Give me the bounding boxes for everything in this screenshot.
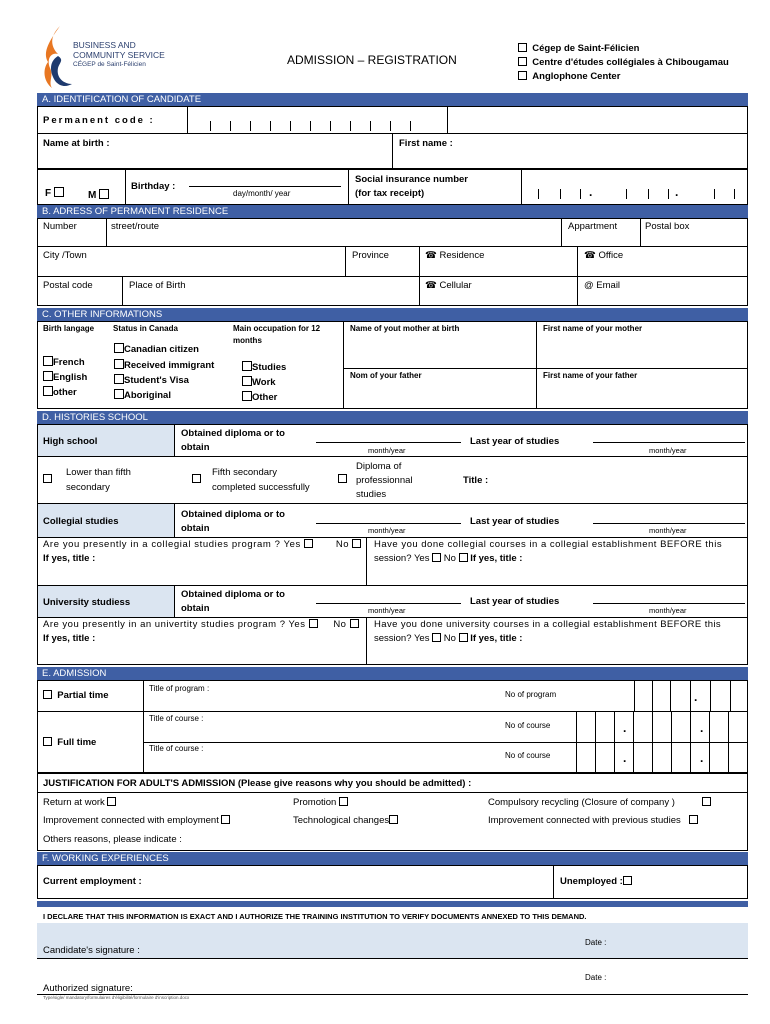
title-course-label-1: Title of course : [149,714,204,723]
partial-time[interactable]: Partial time [43,690,109,701]
uni-last-month-year: month/year [649,606,687,615]
lower-fifth-checkbox[interactable] [43,474,52,485]
diploma-1: Diploma of [356,461,402,472]
checkbox[interactable] [43,386,53,396]
sex-f[interactable]: F [45,187,64,199]
section-d-header: D. HISTORIES SCHOOL [37,411,748,424]
tech-changes[interactable]: Technological changes [293,815,398,826]
appartment-label: Appartment [568,221,618,232]
mother-name-label: Name of yout mother at birth [350,324,460,333]
section-a-header: A. IDENTIFICATION OF CANDIDATE [37,93,748,106]
divider-bar [37,901,748,907]
title-program-label: Title of program : [149,684,210,693]
org-line2: COMMUNITY SERVICE [73,50,165,60]
uni-obtained-1: Obtained diploma or to [181,589,285,600]
return-work[interactable]: Return at work [43,797,116,808]
checkbox[interactable] [242,391,252,401]
checkbox[interactable] [43,356,53,366]
cellular-label: ☎ Cellular [425,280,472,291]
flame-logo-icon [38,22,78,92]
number-label: Number [43,221,77,232]
residence-label: ☎ Residence [425,250,485,261]
birthday-label: Birthday : [131,181,176,192]
postal-code-label: Postal code [43,280,93,291]
phone-icon: ☎ [584,250,596,261]
title-course-label-2: Title of course : [149,744,204,753]
checkbox[interactable] [242,361,252,371]
permanent-code-field[interactable] [190,118,446,132]
birth-language-label: Birth langage [43,324,95,333]
status-citizen[interactable]: Canadian citizen [114,343,199,355]
checkbox[interactable] [114,389,124,399]
current-employment: Current employment : [43,876,142,887]
no-course-label-2: No of course [505,751,551,760]
mother-first-label: First name of your mother [543,324,643,333]
candidate-signature: Candidate's signature : [43,945,140,956]
status-aboriginal[interactable]: Aboriginal [114,389,171,401]
section-e-header: E. ADMISSION [37,667,748,680]
diploma-2: professionnal [356,475,413,486]
name-at-birth-label: Name at birth : [43,138,110,149]
uni-if-yes: If yes, title : [43,633,96,644]
title-label: Title : [463,475,489,486]
authorized-signature: Authorized signature: [43,983,133,994]
no-program-label: No of program [505,690,557,699]
checkbox[interactable] [54,187,64,197]
declaration-text: I DECLARE THAT THIS INFORMATION IS EXACT AND I AUTHORIZE THE TRAINING INSTITUTION TO VERIFY DOCUMENTS ANNEXED TO THIS DEMAND. [43,912,587,921]
no-course-label-1: No of course [505,721,551,730]
collegial-label: Collegial studies [43,516,119,527]
improvement-studies[interactable]: Improvement connected with previous studies [488,815,698,826]
first-name-label: First name : [399,138,453,149]
have-done-university: Have you done university courses in a collegial establishment BEFORE this [374,619,722,630]
authorized-date: Date : [585,973,607,982]
lower-fifth-2: secondary [66,482,110,493]
sin-label-2: (for tax receipt) [355,188,425,199]
place-of-birth-label: Place of Birth [129,280,186,291]
checkbox[interactable] [518,57,527,66]
page-title: ADMISSION – REGISTRATION [287,53,457,67]
hs-last-month-year: month/year [649,446,687,455]
option-chibougamau[interactable]: Centre d'études collégiales à Chibougamau [518,57,729,68]
lower-fifth-1: Lower than fifth [66,467,131,478]
office-label: ☎ Office [584,250,624,261]
status-immigrant[interactable]: Received immigrant [114,359,214,371]
checkbox[interactable] [114,359,124,369]
father-name-label: Nom of your father [350,371,422,380]
col-last-year: Last year of studies [470,516,560,527]
city-label: City /Town [43,250,87,261]
sin-field[interactable]: . . [525,185,745,203]
checkbox[interactable] [242,376,252,386]
full-time[interactable]: Full time [43,737,96,748]
phone-icon: ☎ [425,280,437,291]
high-school-label: High school [43,436,98,447]
lang-french[interactable]: French [43,356,85,368]
birthday-hint: day/month/ year [233,189,291,198]
col-if-yes: If yes, title : [43,553,96,564]
status-label: Status in Canada [113,324,178,333]
phone-icon: ☎ [425,250,437,261]
course-number-field[interactable]: . . . . [576,711,748,773]
col-last-month-year: month/year [649,526,687,535]
logo [38,22,78,92]
occ-work[interactable]: Work [242,376,276,388]
email-label: @ Email [584,280,621,291]
postal-box-label: Postal box [645,221,690,232]
occ-other[interactable]: Other [242,391,277,403]
occ-studies[interactable]: Studies [242,361,286,373]
col-obtained-1: Obtained diploma or to [181,509,285,520]
diploma-3: studies [356,489,387,500]
uni-month-year: month/year [368,606,406,615]
improvement-employment[interactable]: Improvement connected with employment [43,815,230,826]
status-visa[interactable]: Student's Visa [114,374,189,386]
option-cegep[interactable]: Cégep de Saint-Félicien [518,43,639,54]
checkbox[interactable] [43,371,53,381]
checkbox[interactable] [518,71,527,80]
checkbox[interactable] [518,43,527,52]
province-label: Province [352,250,389,261]
father-first-label: First name of your father [543,371,638,380]
occupation-label-2: months [233,336,262,345]
hs-last-year: Last year of studies [470,436,560,447]
lang-english[interactable]: English [43,371,87,383]
col-session[interactable]: session? Yes No If yes, title : [374,553,523,564]
uni-obtained-2: obtain [181,603,210,614]
justification-label: JUSTIFICATION FOR ADULT'S ADMISSION (Please give reasons why you should be admitted) : [43,778,472,789]
hs-month-year: month/year [368,446,406,455]
street-label: street/route [111,221,160,232]
permanent-code-label: Permanent code : [43,115,155,126]
sex-m[interactable]: M [88,189,109,201]
diploma-checkbox[interactable] [338,474,347,485]
compulsory[interactable]: Compulsory recycling (Closure of company ) [488,797,711,808]
fifth-checkbox[interactable] [192,474,201,485]
section-c-header: C. OTHER INFORMATIONS [37,308,748,321]
other-reasons: Others reasons, please indicate : [43,834,182,845]
sin-label-1: Social insurance number [355,174,468,185]
presently-university[interactable]: Are you presently in an univertity studies program ? Yes No [43,619,359,630]
section-b-header: B. ADRESS OF PERMANENT RESIDENCE [37,205,748,218]
checkbox[interactable] [114,343,124,353]
working-box [37,865,748,899]
org-line1: BUSINESS AND [73,40,136,50]
occupation-label-1: Main occupation for 12 [233,324,321,333]
candidate-date: Date : [585,938,607,947]
fifth-1: Fifth secondary [212,467,277,478]
presently-collegial[interactable]: Are you presently in a collegial studies program ? Yes No [43,539,361,550]
promotion[interactable]: Promotion [293,797,348,808]
program-number-field[interactable]: . [634,680,748,711]
have-done-collegial: Have you done collegial courses in a collegial establishment BEFORE this [374,539,723,550]
checkbox[interactable] [114,374,124,384]
col-obtained-2: obtain [181,523,210,534]
university-label: University studiess [43,597,131,608]
col-month-year: month/year [368,526,406,535]
option-anglophone[interactable]: Anglophone Center [518,71,620,82]
unemployed[interactable]: Unemployed : [560,876,632,887]
checkbox[interactable] [99,189,109,199]
hs-obtained-2: obtain [181,442,210,453]
org-line3: CÉGEP de Saint-Félicien [73,61,146,68]
uni-last-year: Last year of studies [470,596,560,607]
hs-obtained-1: Obtained diploma or to [181,428,285,439]
uni-session[interactable]: session? Yes No If yes, title : [374,633,523,644]
section-f-header: F. WORKING EXPERIENCES [37,852,748,865]
fifth-2: completed successfully [212,482,310,493]
lang-other[interactable]: other [43,386,77,398]
footer-path: Type/sigle/ mandatory/formulaires d'éligibilité/formulaire d'inscription.docx [43,995,190,1000]
